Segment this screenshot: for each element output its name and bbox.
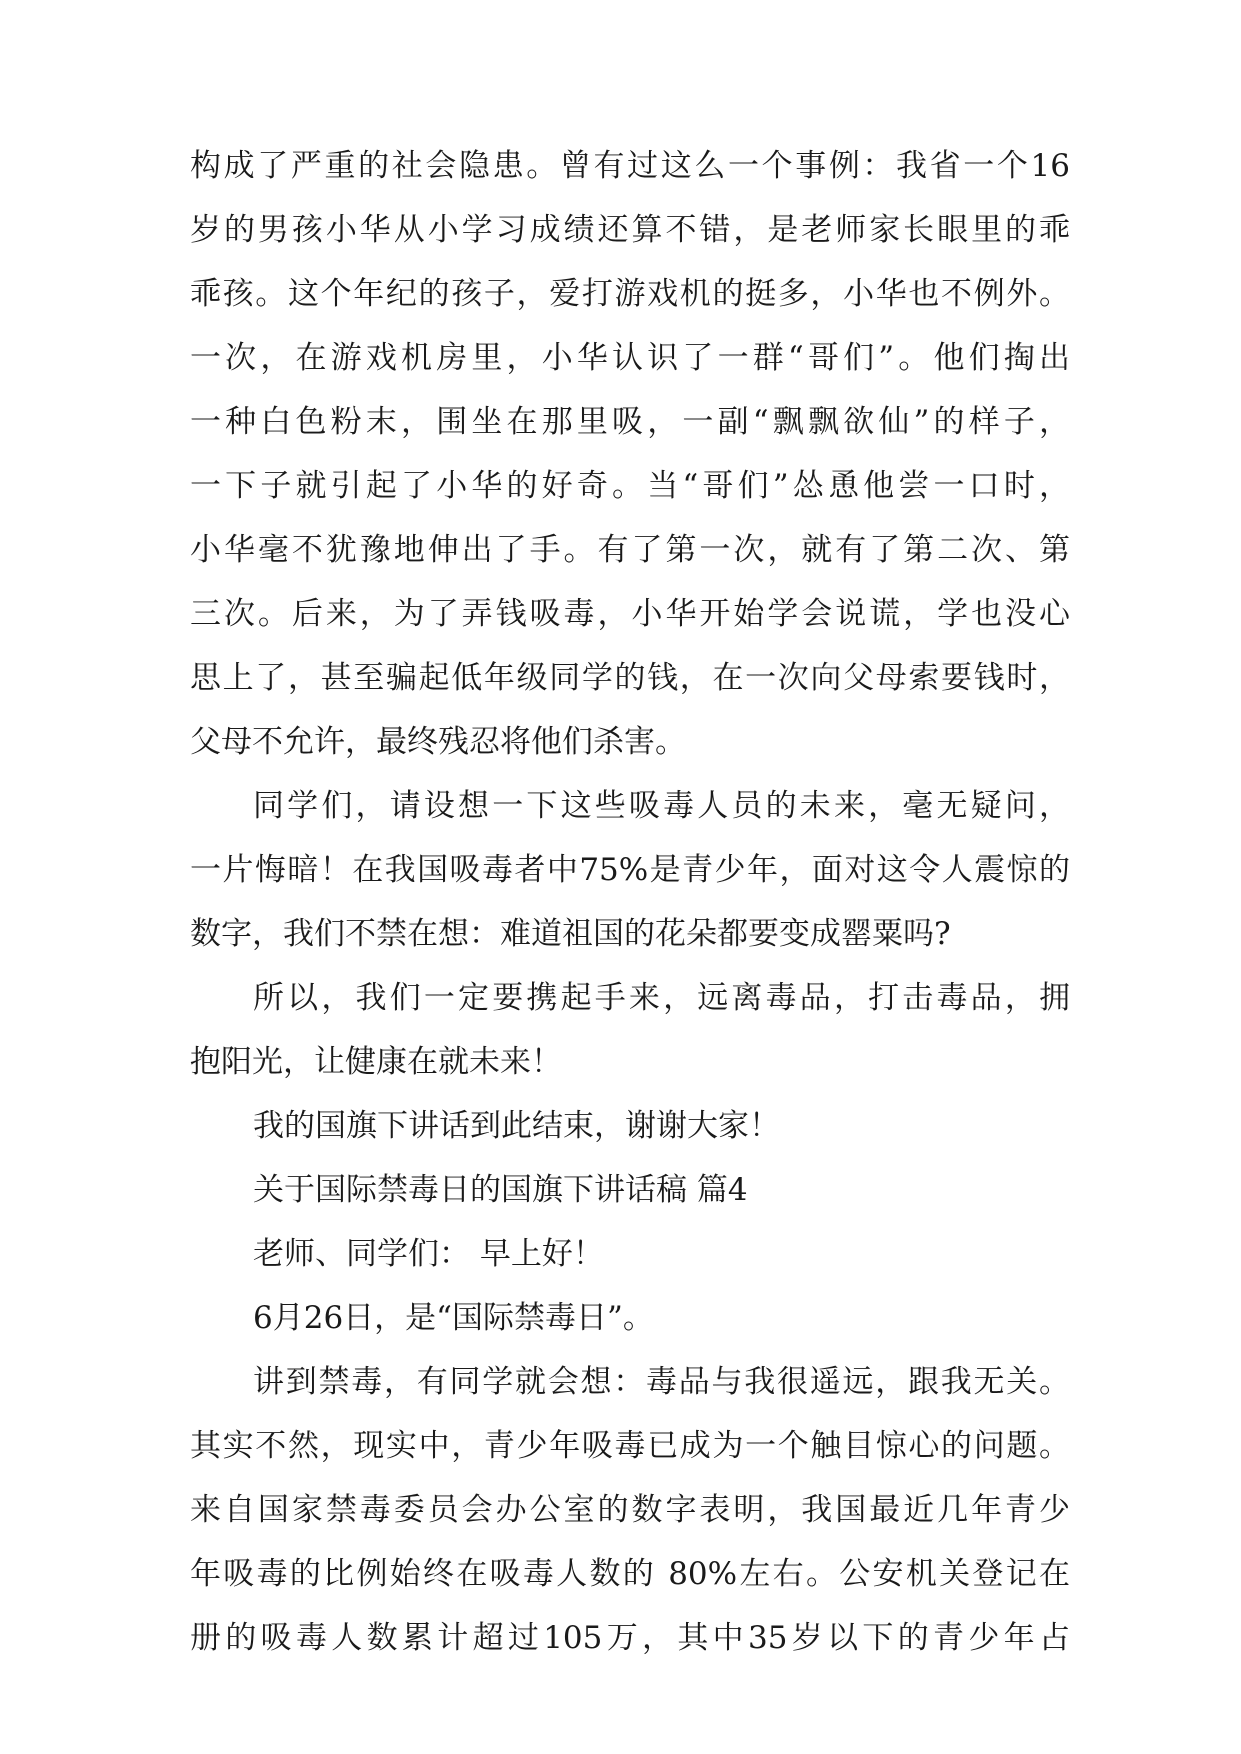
text-line: 年吸毒的比例始终在吸毒人数的 80%左右。公安机关登记在 <box>190 1556 1070 1592</box>
text-line: 乖孩。这个年纪的孩子，爱打游戏机的挺多，小华也不例外。 <box>190 276 1070 312</box>
text-line: 构成了严重的社会隐患。曾有过这么一个事例：我省一个16 <box>190 148 1070 184</box>
text-line: 一次，在游戏机房里，小华认识了一群“哥们”。他们掏出 <box>190 340 1070 376</box>
text-line: 岁的男孩小华从小学习成绩还算不错，是老师家长眼里的乖 <box>190 212 1070 248</box>
text-line: 抱阳光，让健康在就未来！ <box>190 1044 562 1080</box>
date-line: 6月26日，是“国际禁毒日”。 <box>253 1300 654 1336</box>
text-line: 来自国家禁毒委员会办公室的数字表明，我国最近几年青少 <box>190 1492 1070 1528</box>
closing-line: 我的国旗下讲话到此结束，谢谢大家！ <box>253 1108 780 1144</box>
greeting-line: 老师、同学们： 早上好！ <box>253 1236 604 1272</box>
text-line: 父母不允许，最终残忍将他们杀害。 <box>190 724 686 760</box>
text-line: 一下子就引起了小华的好奇。当“哥们”怂恿他尝一口时， <box>190 468 1070 504</box>
text-line: 小华毫不犹豫地伸出了手。有了第一次，就有了第二次、第 <box>190 532 1070 568</box>
text-line: 册的吸毒人数累计超过105万，其中35岁以下的青少年占 <box>190 1620 1070 1656</box>
section-heading: 关于国际禁毒日的国旗下讲话稿 篇4 <box>253 1172 748 1208</box>
text-line: 思上了，甚至骗起低年级同学的钱，在一次向父母索要钱时， <box>190 660 1070 696</box>
text-line: 一种白色粉末，围坐在那里吸，一副“飘飘欲仙”的样子， <box>190 404 1070 440</box>
text-line: 一片悔暗！在我国吸毒者中75%是青少年，面对这令人震惊的 <box>190 852 1070 888</box>
paragraph-first-line: 所以，我们一定要携起手来，远离毒品，打击毒品，拥 <box>253 980 1070 1016</box>
text-line: 数字，我们不禁在想：难道祖国的花朵都要变成罂粟吗? <box>190 916 951 952</box>
paragraph-first-line: 讲到禁毒，有同学就会想：毒品与我很遥远，跟我无关。 <box>253 1364 1070 1400</box>
text-line: 三次。后来，为了弄钱吸毒，小华开始学会说谎，学也没心 <box>190 596 1070 632</box>
text-line: 其实不然，现实中，青少年吸毒已成为一个触目惊心的问题。 <box>190 1428 1070 1464</box>
paragraph-first-line: 同学们，请设想一下这些吸毒人员的未来，毫无疑问， <box>253 788 1070 824</box>
